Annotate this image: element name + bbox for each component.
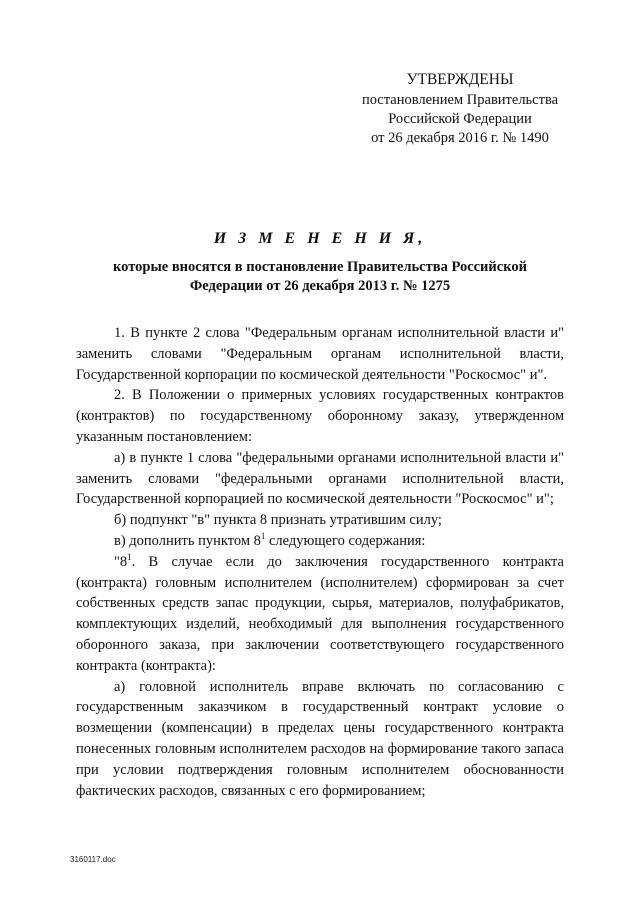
paragraph-4: б) подпункт "в" пункта 8 признать утратившим силу; xyxy=(114,512,442,529)
file-id: 3160117.doc xyxy=(70,855,116,864)
paragraph-5-tail: следующего содержания: xyxy=(265,532,426,549)
approval-line-3: от 26 декабря 2016 г. № 1490 xyxy=(371,130,549,146)
subtitle-line-2: Федерации от 26 декабря 2013 г. № 1275 xyxy=(189,278,451,294)
subtitle-line-1: которые вносятся в постановление Правительства Российской xyxy=(113,259,527,275)
paragraph-5 xyxy=(76,531,564,552)
paragraph-6-prefix: "8 xyxy=(114,553,128,570)
paragraph-2: 2. В Положении о примерных условиях государственных контрактов (контрактов) по государственному оборонному заказу, утвержденном указанным постановлением: xyxy=(76,387,564,445)
paragraph-5-text: в) дополнить пунктом 8 xyxy=(114,532,261,549)
approval-line-1: постановлением Правительства xyxy=(361,92,559,108)
approved-label: УТВЕРЖДЕНЫ xyxy=(406,71,514,88)
paragraph-5-superscript: 1 xyxy=(260,531,266,542)
document-body xyxy=(76,323,564,801)
paragraph-7: а) головной исполнитель вправе включать по согласованию с государственным заказчиком в государственный контракт условие о возмещении (компенсации) в пределах цены государственного контракта понесенных головным исполнителем расходов на формирование такого запаса при условии подтверждения головным исполнителем обоснованности фактических расходов, связанных с его формированием; xyxy=(76,678,564,799)
document-subtitle xyxy=(85,258,555,296)
approval-line-2: Российской Федерации xyxy=(388,111,532,127)
paragraph-6 xyxy=(76,552,564,677)
paragraph-1: 1. В пункте 2 слова "Федеральным органам исполнительной власти и" заменить словами "Федеральным органам исполнительной власти, Государственной корпорации по космической деятельности "Роскосмос" и". xyxy=(76,325,564,383)
paragraph-6-superscript: 1 xyxy=(127,551,132,562)
paragraph-6-text: . В случае если до заключения государственного контракта (контракта) головным исполнителем (исполнителем) сформирован за счет собственных средств запас продукции, сырья, материалов, полуфабрикатов, комплектующих изделий, необходимый для выполнения государственного оборонного заказа, при заключении соответствующего государственного контракта (контракта): xyxy=(76,553,564,674)
approval-block xyxy=(340,70,580,148)
document-title: И З М Е Н Е Н И Я, xyxy=(213,230,427,247)
paragraph-3: а) в пункте 1 слова "федеральными органами исполнительной власти и" заменить словами "федеральными органами исполнительной власти, Государственной корпорацией по космической деятельности "Роскосмос" и"; xyxy=(76,449,564,508)
